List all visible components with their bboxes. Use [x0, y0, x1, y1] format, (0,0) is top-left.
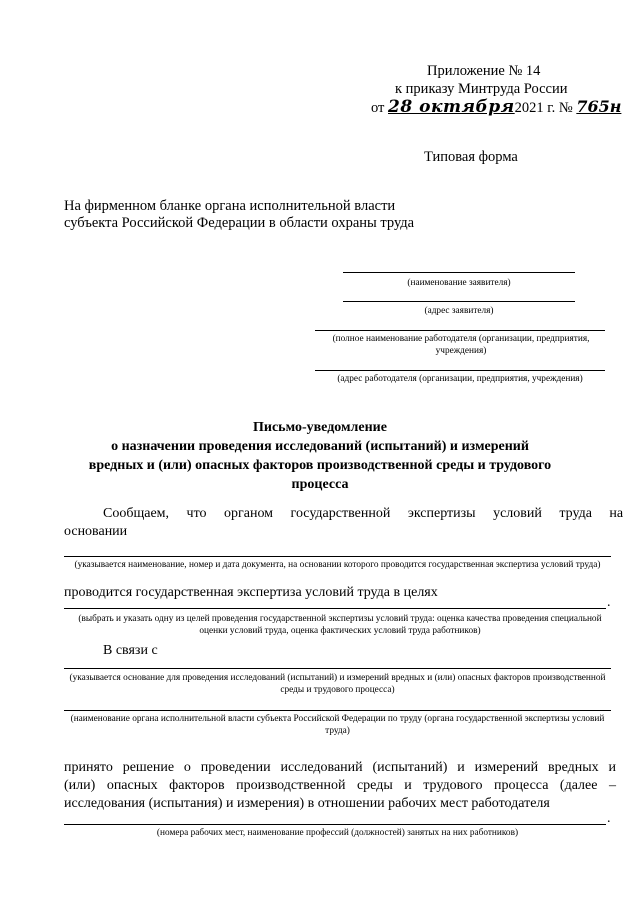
ot-prefix: от: [371, 100, 385, 116]
para3: В связи с: [103, 643, 158, 658]
para2: проводится государственная экспертиза условий труда в целях: [64, 585, 438, 600]
appendix-number: Приложение № 14: [427, 63, 541, 79]
applicant-name-line: [343, 272, 575, 273]
employer-name-line: [315, 330, 605, 331]
applicant-name-caption: (наименование заявителя): [407, 278, 511, 288]
title-line-2: о назначении проведения исследований (испытаний) и измерений: [111, 439, 529, 454]
para4-line-3: исследования (испытания) и измерения) в отношении рабочих мест работодателя: [64, 796, 550, 811]
para1-line-1: Сообщаем, что органом государственной экспертизы условий труда на: [103, 506, 624, 521]
authority-caption: (наименование органа исполнительной власти субъекта Российской Федерации по труду (органа государственной экспертизы условий труда): [70, 714, 605, 736]
basis-document-line: [64, 556, 611, 557]
purpose-line: [64, 608, 606, 609]
handwritten-date: 28 октября: [388, 97, 515, 117]
employer-address-caption: (адрес работодателя (организации, предприятия, учреждения): [337, 374, 583, 384]
workplaces-caption: (номера рабочих мест, наименование профессий (должностей) занятых на них работников): [156, 828, 519, 838]
applicant-address-caption: (адрес заявителя): [424, 306, 494, 316]
order-date-line: [371, 97, 621, 117]
document-title: [60, 418, 580, 494]
basis-document-caption: (указывается наименование, номер и дата документа, на основании которого проводится государственная экспертиза условий труда): [74, 560, 601, 570]
form-type-label: Типовая форма: [424, 149, 518, 165]
para1-line-2: основании: [64, 524, 128, 539]
para4-line-1: принято решение о проведении исследований (испытаний) и измерений вредных и: [64, 760, 616, 775]
employer-name-caption: (полное наименование работодателя (организации, предприятия, учреждения): [332, 334, 590, 356]
workplaces-line: [64, 824, 606, 825]
applicant-address-line: [343, 301, 575, 302]
order-year: 2021 г. №: [514, 100, 573, 116]
title-line-3: вредных и (или) опасных факторов производственной среды и трудового: [88, 458, 552, 473]
employer-address-line: [315, 370, 605, 371]
workplaces-line-dot: .: [607, 811, 611, 826]
title-line-4: процесса: [291, 477, 349, 492]
reason-line: [64, 668, 611, 669]
purpose-line-dot: .: [607, 595, 611, 610]
handwritten-order-number: 765н: [576, 97, 622, 116]
letterhead-line-1: На фирменном бланке органа исполнительной власти: [64, 198, 396, 214]
letterhead-line-2: субъекта Российской Федерации в области охраны труда: [64, 215, 415, 231]
reason-caption: (указывается основание для проведения исследований (испытаний) и измерений вредных и (или) опасных факторов производственной среды и трудового процесса): [69, 673, 606, 695]
title-line-1: Письмо-уведомление: [253, 420, 387, 435]
order-reference: к приказу Минтруда России: [395, 81, 568, 97]
authority-line: [64, 710, 611, 711]
purpose-caption: (выбрать и указать одну из целей проведения государственной экспертизы условий труда: оценка качества проведения специальной оценки условий труда, оценка фактических условий труда работников): [78, 614, 602, 636]
para4-line-2: (или) опасных факторов производственной среды и трудового процесса (далее –: [64, 778, 616, 793]
